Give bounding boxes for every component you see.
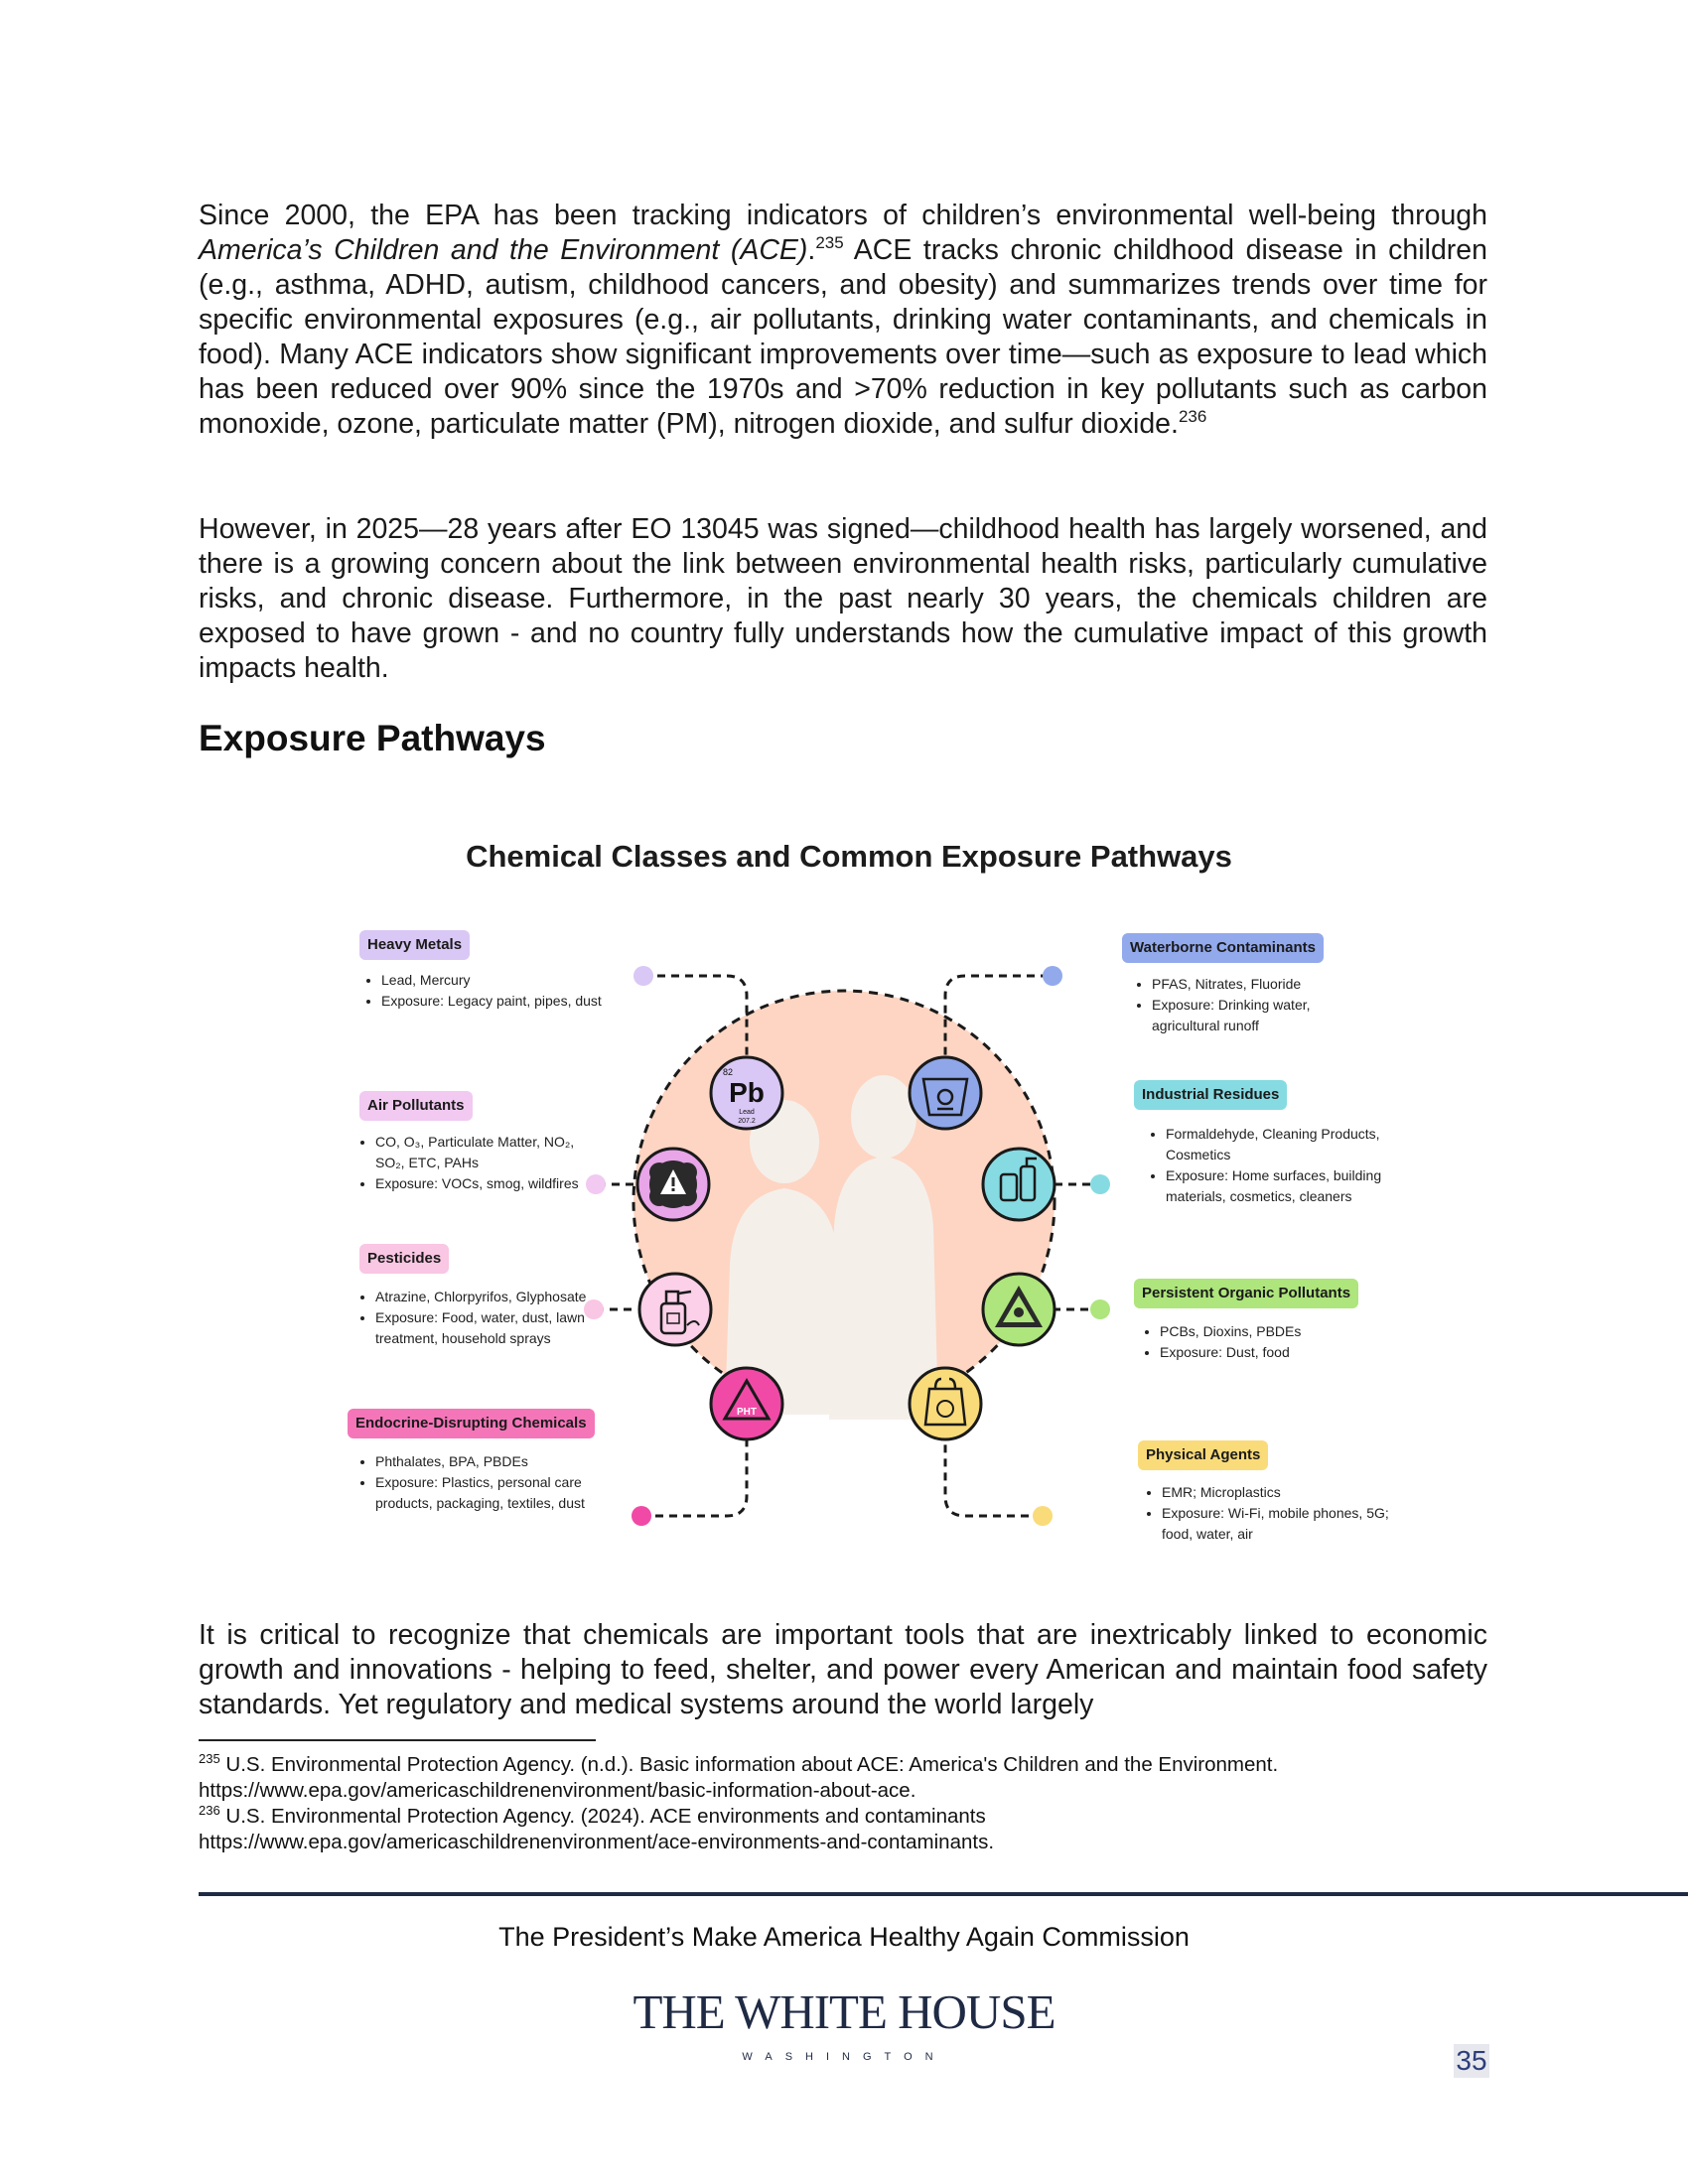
dot-waterborne [1043, 966, 1062, 986]
chemicals-paragraph: It is critical to recognize that chemicals are important tools that are inextricably linked to economic growth and innovations - helping to feed, shelter, and power every American and maintain food safety standards. Yet regulatory and medical systems around the world largely [199, 1619, 1487, 1720]
white-house-logo: THE WHITE HOUSE [633, 1984, 1055, 2039]
label-air-pollutants: Air Pollutants [359, 1091, 473, 1121]
bullets-pops: • PCBs, Dioxins, PBDEs • Exposure: Dust, food [1138, 1321, 1388, 1363]
label-heavy-metals: Heavy Metals [359, 930, 470, 960]
footnote-divider [199, 1739, 596, 1741]
footnote-ref-236[interactable]: 236 [1178, 407, 1207, 426]
footnote-236-url[interactable]: https://www.epa.gov/americaschildrenenvironment/ace-environments-and-contaminants. [199, 1831, 995, 1853]
contaminated-water-icon [910, 1057, 981, 1129]
lead-element-icon [711, 1057, 782, 1129]
bullets-edc: • Phthalates, BPA, PBDEs • Exposure: Plastics, personal care products, packaging, textiles, dust [353, 1451, 624, 1514]
page-number: 35 [1454, 2044, 1489, 2078]
svg-text:Pb: Pb [729, 1077, 765, 1108]
footnote-235-url[interactable]: https://www.epa.gov/americaschildrenenvironment/basic-information-about-ace. [199, 1779, 916, 1802]
connector-edc [641, 1439, 747, 1516]
bullets-heavy-metals: • Lead, Mercury • Exposure: Legacy paint, pipes, dust [359, 970, 610, 1012]
ace-title: America’s Children and the Environment (ACE) [199, 234, 808, 266]
dot-air-pollutants [586, 1174, 606, 1194]
footnote-236: $^{236}$ U.S. Environmental Protection Agency. (2024). ACE environments and contaminants https://www.epa.gov/americaschildrenenvironment/ace-environments-and-contaminants. [199, 1803, 995, 1853]
dot-industrial [1090, 1174, 1110, 1194]
dot-heavy-metals [633, 966, 653, 986]
dot-pops [1090, 1299, 1110, 1319]
warning-cloud-icon [637, 1149, 709, 1220]
dot-edc [632, 1506, 651, 1526]
label-industrial: Industrial Residues [1134, 1080, 1287, 1110]
bullets-air-pollutants: • CO, O₃, Particulate Matter, NO₂, SO₂, ETC, PAHs • Exposure: VOCs, smog, wildfires [353, 1132, 584, 1194]
label-physical: Physical Agents [1138, 1440, 1268, 1470]
recycle-plastic-icon [711, 1368, 782, 1439]
exposure-pathways-infographic [328, 829, 1420, 1564]
label-edc: Endocrine-Disrupting Chemicals [348, 1409, 595, 1438]
figure-title: Chemical Classes and Common Exposure Pathways [466, 839, 1232, 874]
footer-commission: The President’s Make America Healthy Again Commission [498, 1922, 1190, 1952]
hazard-skull-icon [983, 1274, 1055, 1345]
white-house-logo-subtitle: WASHINGTON [742, 2051, 946, 2063]
plastic-bag-icon [910, 1368, 981, 1439]
svg-text:Lead: Lead [739, 1109, 755, 1116]
footer-divider [199, 1892, 1688, 1896]
spray-bottle-icon [639, 1274, 711, 1345]
dot-physical [1033, 1506, 1053, 1526]
connector-physical [945, 1439, 1043, 1516]
footnote-ref-235[interactable]: 235 [815, 233, 844, 252]
footnote-235: $^{235}$ U.S. Environmental Protection Agency. (n.d.). Basic information about ACE: America's Children and the Environment. https://www.epa.gov/americaschildrenenvironment/basic-information-about-ace. [199, 1751, 1279, 1802]
bullets-physical: • EMR; Microplastics • Exposure: Wi-Fi, mobile phones, 5G; food, water, air [1140, 1482, 1410, 1545]
section-heading: Exposure Pathways [199, 718, 546, 758]
bullets-pesticides: • Atrazine, Chlorpyrifos, Glyphosate • Exposure: Food, water, dust, lawn treatment, household sprays [353, 1287, 589, 1349]
svg-text:PHT: PHT [737, 1407, 757, 1418]
label-pops: Persistent Organic Pollutants [1134, 1279, 1358, 1308]
bullets-industrial: • Formaldehyde, Cleaning Products, Cosmetics • Exposure: Home surfaces, building materials, cosmetics, cleaners [1144, 1124, 1424, 1207]
label-waterborne: Waterborne Contaminants [1122, 933, 1324, 963]
svg-text:207.2: 207.2 [738, 1118, 756, 1125]
worsening-health-paragraph: However, in 2025—28 years after EO 13045 was signed—childhood health has largely worsened, and there is a growing concern about the link between environmental health risks, particularly cumulative risks, and chronic disease. Furthermore, in the past nearly 30 years, the chemicals children are exposed to have grown - and no country fully understands how the cumulative impact of this growth impacts health. [199, 513, 1487, 684]
bullets-waterborne: • PFAS, Nitrates, Fluoride • Exposure: Drinking water, agricultural runoff [1130, 974, 1380, 1036]
cleaning-products-icon [983, 1149, 1055, 1220]
intro-paragraph: Since 2000, the EPA has been tracking indicators of children’s environmental well-being through America’s Children and the Environment (ACE).$^{235}$ ACE tracks chronic childhood disease in children (e.g., asthma, ADHD, autism, childhood cancers, and obesity) and summarizes trends over time for specific environmental exposures (e.g., air pollutants, drinking water contaminants, and chemicals in food). Many ACE indicators show significant improvements over time—such as exposure to lead which has been reduced over 90% since the 1970s and >70% reduction in key pollutants such as carbon monoxide, ozone, particulate matter (PM), nitrogen dioxide, and sulfur dioxide.$^{236}$ [199, 200, 1487, 440]
label-pesticides: Pesticides [359, 1244, 449, 1274]
svg-text:82: 82 [723, 1067, 734, 1077]
